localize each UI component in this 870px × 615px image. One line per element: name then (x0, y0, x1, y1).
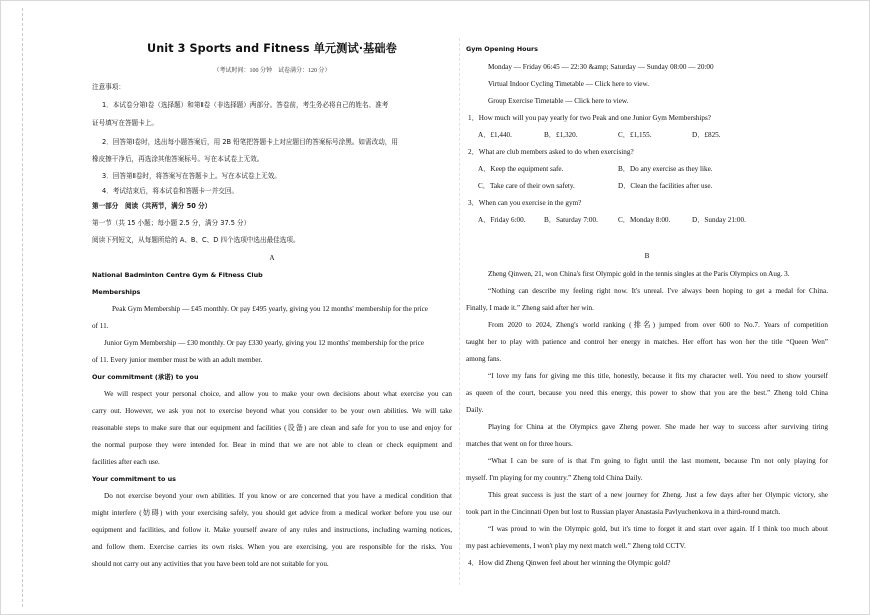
your-commitment-line: Do not exercise beyond your own abilities. If you know or are concerned that you have a medical condition that (104, 492, 452, 500)
q2-option-a: A．Keep the equipment safe. (478, 165, 564, 173)
exam-info: （考试时间：100 分钟 试卷满分：120 分） (213, 68, 331, 74)
your-commitment-line: should not carry out any activities that you have been told are not suitable for you. (92, 560, 329, 568)
passage-b-label: B (644, 252, 650, 260)
question-3: 3．When can you exercise in the gym? (468, 199, 582, 207)
gym-hours: Monday — Friday 06:45 — 22:30 &amp; Saturday — Sunday 08:00 — 20:00 (488, 63, 714, 71)
passage-b-line: my past achievements, I won't play my next match well.” Zheng told CCTV. (466, 542, 686, 550)
passage-b-line: as queen of the court, because you need this energy, this power to show that you are the best.” Zheng told China (466, 389, 828, 397)
passage-b-line: “I love my fans for giving me this title, honestly, because it fits my character well. You need to show yourself (488, 372, 828, 380)
passage-b-line: Playing for China at the Olympics gave Zheng power. She made her way to success after surviving tiring (488, 423, 828, 431)
our-commitment-heading: Our commitment (承诺) to you (92, 373, 199, 381)
passage-b-line: matches that went on for three hours. (466, 440, 573, 448)
your-commitment-line: and follow them. Exercise carries its own risks. When you are exercising, you are responsible for the risks. You (92, 543, 452, 551)
q1-option-b: B．£1,320. (544, 131, 578, 139)
peak-membership: Peak Gym Membership — £45 monthly. Or pay £495 yearly, giving you 12 months' membership for the price (112, 305, 428, 313)
commitment-line: We will respect your personal choice, and allow you to make your own decisions about what exercise you can (104, 390, 452, 398)
note-line: 1．本试卷分第Ⅰ卷（选择题）和第Ⅱ卷（非选择题）两部分。答卷前，考生务必将自己的姓名、准考 (102, 101, 389, 109)
passage-b-line: “I was proud to win the Olympic gold, but it's time to forget it and start over again. If I think too much about (488, 525, 828, 533)
group-timetable-link[interactable]: Group Exercise Timetable — Click here to view. (488, 97, 629, 105)
junior-membership-cont: of 11. Every junior member must be with an adult member. (92, 356, 263, 364)
passage-a-label: A (269, 254, 275, 262)
q2-option-d: D．Clean the facilities after use. (618, 182, 713, 190)
passage-b-line: From 2020 to 2024, Zheng's world ranking (排名) jumped from over 600 to No.7. Years of competition (488, 321, 828, 329)
gym-hours-heading: Gym Opening Hours (466, 45, 538, 53)
notes-heading: 注意事项： (92, 83, 125, 91)
commitment-line: facilities after each use. (92, 458, 160, 466)
question-1: 1．How much will you pay yearly for two Peak and one Junior Gym Memberships? (468, 114, 711, 122)
question-2: 2．What are club members asked to do when exercising? (468, 148, 634, 156)
note-line: 4．考试结束后，将本试卷和答题卡一并交回。 (102, 187, 239, 195)
cycling-timetable-link[interactable]: Virtual Indoor Cycling Timetable — Click here to view. (488, 80, 649, 88)
passage-b-line: taught her to play with patience and control her energy in matches. Her effort has won her the title “Queen Wen” (466, 338, 828, 346)
reading-instruction: 阅读下列短文，从每题所给的 A、B、C、D 四个选项中选出最佳选项。 (92, 236, 300, 244)
note-line: 2．回答第Ⅰ卷时，选出每小题答案后，用 2B 铅笔把答题卡上对应题目的答案标号涂黑。如需改动，用 (102, 138, 398, 146)
q3-option-c: C．Monday 8:00. (618, 216, 671, 224)
memberships-heading: Memberships (92, 288, 141, 296)
commitment-line: carry out. However, we ask you not to exercise beyond what you consider to be your own abilities. We will take (92, 407, 452, 415)
q1-option-d: D．£825. (692, 131, 721, 139)
junior-membership: Junior Gym Membership — £30 monthly. Or pay £330 yearly, giving you 12 months' membership for the price (104, 339, 424, 347)
note-line: 橡皮擦干净后，再选涂其他答案标号。写在本试卷上无效。 (92, 155, 264, 163)
passage-b-line: Zheng Qinwen, 21, won China's first Olympic gold in the tennis singles at the Paris Olympics on Aug. 3. (488, 270, 790, 278)
section-heading: 第一节（共 15 小题；每小题 2.5 分，满分 37.5 分） (92, 219, 251, 227)
passage-b-line: “Nothing can describe my feeling right now. It's unreal. I've always been hoping to get a medal for China. (488, 287, 828, 295)
question-4: 4．How did Zheng Qinwen feel about her winning the Olympic gold? (468, 559, 671, 567)
binding-margin-line (22, 8, 23, 607)
commitment-line: the normal purpose they were intended for. Bear in mind that we are not able to clean or check equipment and (92, 441, 452, 449)
passage-b-line: took part in the Cincinnati Open but lost to Russian player Anastasia Pavlyuchenkova in a third-round match. (466, 508, 781, 516)
q2-option-c: C．Take care of their own safety. (478, 182, 575, 190)
passage-b-line: myself. I'm playing for my country.” Zheng told China Daily. (466, 474, 643, 482)
note-line: 3．回答第Ⅱ卷时，将答案写在答题卡上。写在本试卷上无效。 (102, 172, 281, 180)
passage-b-line: “What I can be sure of is that I'm going to fight until the last moment, because I'm not only playing for (488, 457, 828, 465)
your-commitment-line: might interfere (妨碍) with your exercising safely, you should get advice from a medical worker before you use our (92, 509, 452, 517)
peak-membership-cont: of 11. (92, 322, 109, 330)
q3-option-a: A．Friday 6:00. (478, 216, 526, 224)
q1-option-a: A．£1,440. (478, 131, 512, 139)
q1-option-c: C．£1,155. (618, 131, 652, 139)
q2-option-b: B．Do any exercise as they like. (618, 165, 713, 173)
passage-b-line: among fans. (466, 355, 502, 363)
club-name: National Badminton Centre Gym & Fitness Club (92, 271, 263, 279)
commitment-line: reasonable steps to make sure that our equipment and facilities (设备) are clean and safe for you to use and enjoy for (92, 424, 452, 432)
passage-b-line: This great success is just the start of a new journey for Zheng. Just a few days after her Olympic victory, she (488, 491, 828, 499)
passage-b-line: Daily. (466, 406, 484, 414)
q3-option-d: D．Sunday 21:00. (692, 216, 746, 224)
your-commitment-heading: Your commitment to us (92, 475, 176, 483)
note-line: 证号填写在答题卡上。 (92, 119, 158, 127)
part1-heading: 第一部分 阅读（共两节，满分 50 分） (92, 202, 212, 210)
page-title: Unit 3 Sports and Fitness 单元测试·基础卷 (147, 42, 397, 55)
passage-b-line: Finally, I made it.” Zheng said after her win. (466, 304, 594, 312)
column-divider (459, 38, 460, 585)
q3-option-b: B．Saturday 7:00. (544, 216, 598, 224)
your-commitment-line: equipment and facilities, and follow it. Make yourself aware of any rules and instructions, including warning notices, (92, 526, 452, 534)
